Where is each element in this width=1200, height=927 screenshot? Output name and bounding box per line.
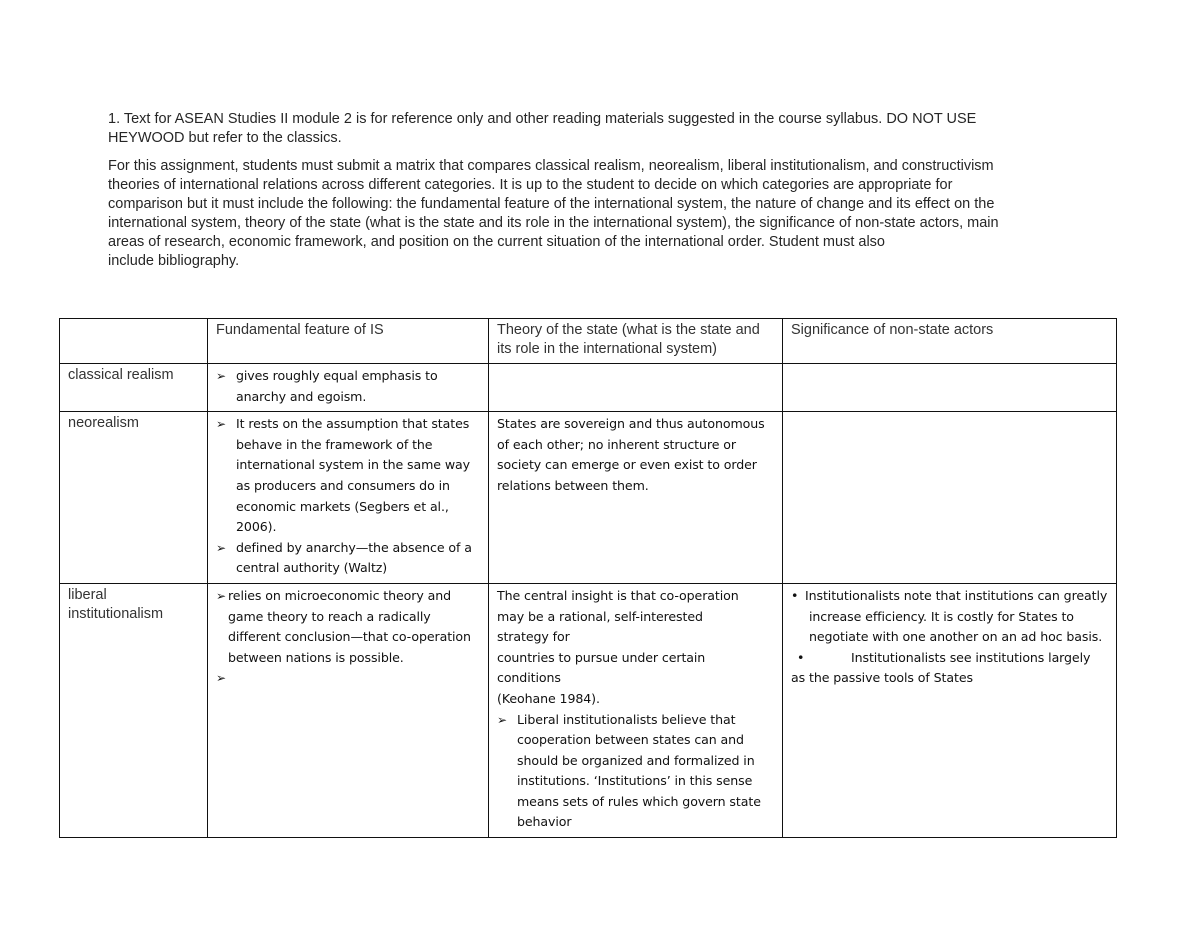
arrow-bullet-icon: ➢ [497,712,507,727]
list-item: ➢ gives roughly equal emphasis to anarchy and egoism. [216,368,438,404]
list-item: ➢ relies on microeconomic theory and game theory to reach a radically different conclusion—that co-operation between nations is possible. [216,587,471,665]
bullet-dot-icon: • [797,649,805,665]
cell-feature [208,412,489,584]
row-label-neorealism: neorealism [60,412,208,584]
cell-nonstate [783,412,1117,584]
cell-nonstate [783,364,1117,412]
header-non-state-actors: Significance of non-state actors [783,319,1117,364]
arrow-bullet-icon: ➢ [216,671,226,686]
table-row [60,583,1117,837]
header-theory-of-state: Theory of the state (what is the state and its role in the international system) [489,319,783,364]
list-item: ➢ It rests on the assumption that states behave in the framework of the international system in the same way as producers and consumers do in economic markets (Segbers et al., 2006). [216,416,471,535]
instruction-line: comparison but it must include the following: the fundamental feature of the international system, the nature of change and its effect on the [108,196,995,212]
arrow-bullet-icon: ➢ [216,540,226,555]
bullet-dot-icon: • [791,587,799,603]
list-item: ➢ Liberal institutionalists believe that cooperation between states can and should be organized and formalized in institutions. ‘Institutions’ in this sense means sets of rules which govern state behavior [497,711,761,830]
cell-feature [208,364,489,412]
instruction-line: theories of international relations across different categories. It is up to the student to decide on which categories are appropriate for [108,177,953,193]
cell-feature [208,583,489,837]
header-fundamental-feature: Fundamental feature of IS [208,319,489,364]
row-label-liberal-institutionalism: liberal institutionalism [60,583,208,837]
list-item: • Institutionalists see institutions largely as the passive tools of States [791,649,1091,686]
header-cell-empty [60,319,208,364]
cell-nonstate [783,583,1117,837]
instruction-line: HEYWOOD but refer to the classics. [108,130,342,146]
instruction-paragraph-2 [108,157,1093,271]
instruction-paragraph-1 [108,110,1093,148]
instruction-line: areas of research, economic framework, and position on the current situation of the international order. Student must also [108,234,885,250]
list-item: ➢ defined by anarchy—the absence of a central authority (Waltz) [216,539,472,576]
arrow-bullet-icon: ➢ [216,369,226,383]
instructions [108,110,1093,280]
instruction-line: international system, theory of the state (what is the state and its role in the international system), the significance of non-state actors, main [108,215,999,231]
instruction-line: For this assignment, students must submit a matrix that compares classical realism, neorealism, liberal institutionalism, and constructivism [108,158,994,174]
cell-state: The central insight is that co-operation may be a rational, self-interested strategy for countries to pursue under certain conditions (Keohane 1984). ➢ Liberal institutionalists believe that cooperation between states can and should be organized and formalized in institutions. ‘Institutions’ in this sense means sets of rules which govern state behavior [489,583,783,837]
arrow-bullet-icon: ➢ [216,588,226,603]
table-row [60,412,1117,584]
cell-state: States are sovereign and thus autonomous of each other; no inherent structure or society can emerge or even exist to order relations between them. [489,412,783,584]
comparison-matrix [59,318,1117,838]
arrow-bullet-icon: ➢ [216,417,226,432]
instruction-line: 1. Text for ASEAN Studies II module 2 is for reference only and other reading materials suggested in the course syllabus. DO NOT USE [108,111,977,127]
row-label-classical-realism: classical realism [60,364,208,412]
table-row [60,364,1117,412]
instruction-line: include bibliography. [108,253,240,269]
table-header-row [60,319,1117,364]
cell-state [489,364,783,412]
list-item: • Institutionalists note that institutions can greatly increase efficiency. It is costly for States to negotiate with one another on an ad hoc basis. [791,587,1108,645]
